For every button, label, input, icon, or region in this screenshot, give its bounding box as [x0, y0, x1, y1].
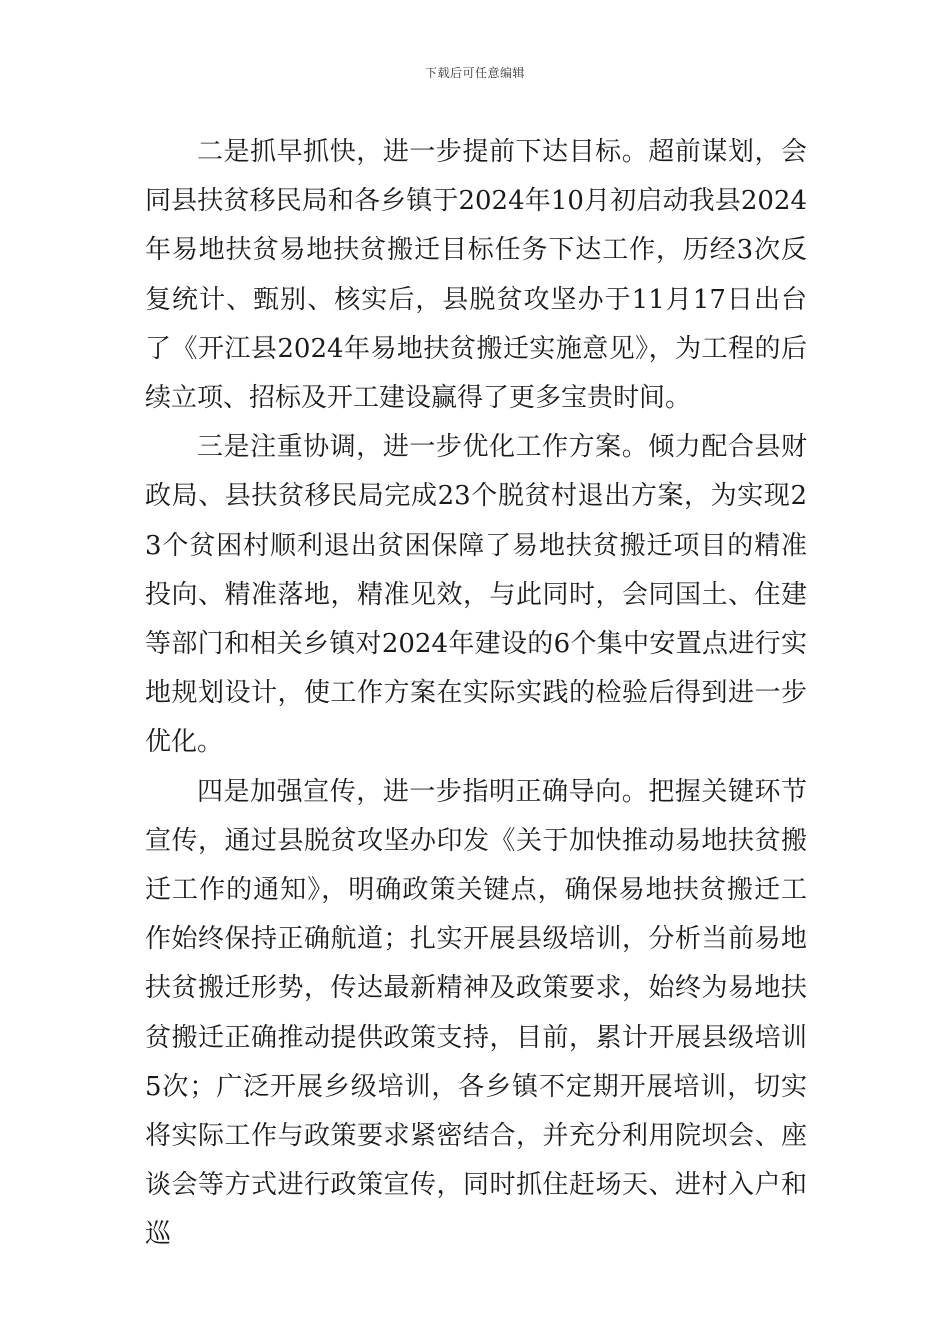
paragraph-2: 二是抓早抓快，进一步提前下达目标。超前谋划，会同县扶贫移民局和各乡镇于2024年10月初启动我县2024年易地扶贫易地扶贫搬迁目标任务下达工作，历经3次反复统计、甄别、核实后，县脱贫攻坚办于11月17日出台了《开江县2024年易地扶贫搬迁实施意见》，为工程的后续立项、招标及开工建设赢得了更多宝贵时间。 [145, 137, 807, 414]
paragraph-3: 三是注重协调，进一步优化工作方案。倾力配合县财政局、县扶贫移民局完成23个脱贫村退出方案，为实现23个贫困村顺利退出贫困保障了易地扶贫搬迁项目的精准投向、精准落地，精准见效，与此同时，会同国土、住建等部门和相关乡镇对2024年建设的6个集中安置点进行实地规划设计，使工作方案在实际实践的检验后得到进一步优化。 [145, 432, 807, 758]
paragraph-4: 四是加强宣传，进一步指明正确导向。把握关键环节宣传，通过县脱贫攻坚办印发《关于加快推动易地扶贫搬迁工作的通知》，明确政策关键点，确保易地扶贫搬迁工作始终保持正确航道；扎实开展县级培训，分析当前易地扶贫搬迁形势，传达最新精神及政策要求，始终为易地扶贫搬迁正确推动提供政策支持，目前，累计开展县级培训5次；广泛开展乡级培训，各乡镇不定期开展培训，切实将实际工作与政策要求紧密结合，并充分利用院坝会、座谈会等方式进行政策宣传，同时抓住赶场天、进村入户和巡 [145, 776, 807, 1250]
document-body [145, 128, 807, 1260]
page-header-note: 下载后可任意编辑 [424, 66, 525, 80]
